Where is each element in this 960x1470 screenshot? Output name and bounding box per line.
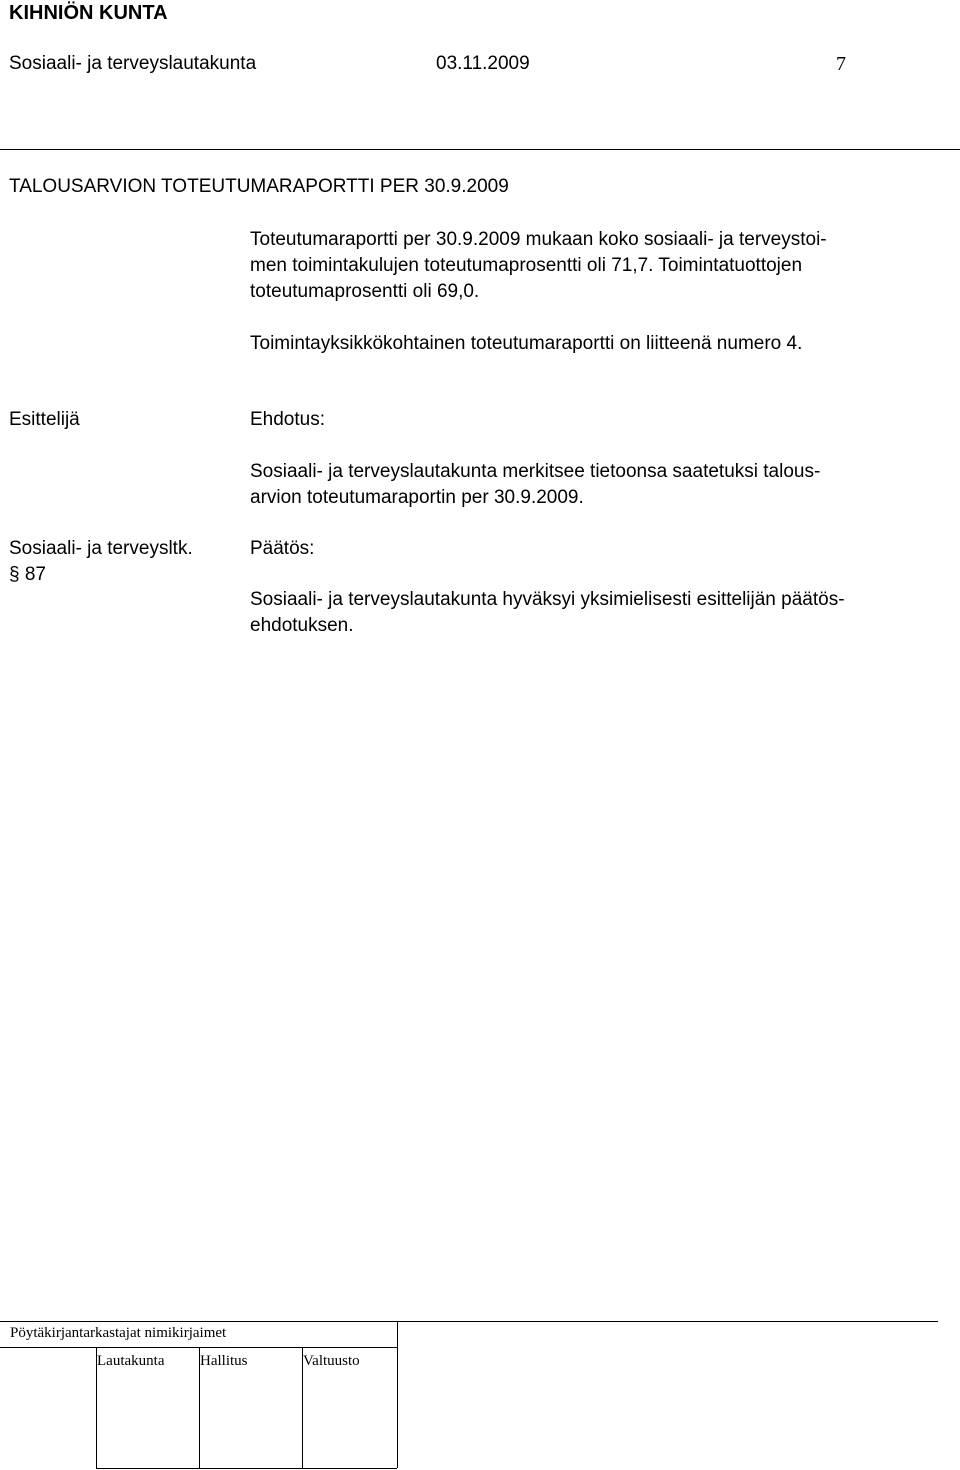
- footer-col-divider-3: [302, 1347, 303, 1468]
- footer-col-divider-1: [96, 1347, 97, 1468]
- section-title: TALOUSARVION TOTEUTUMARAPORTTI PER 30.9.2009: [9, 176, 509, 197]
- paragraph-line: toteutumaprosentti oli 69,0.: [250, 281, 480, 302]
- page-number: 7: [836, 53, 846, 75]
- header-divider: [0, 149, 960, 150]
- meeting-date: 03.11.2009: [436, 53, 530, 74]
- footer-top-line: [0, 1321, 938, 1322]
- paragraph-attachment-note: Toimintayksikkökohtainen toteutumaraportti on liitteenä numero 4.: [250, 333, 803, 354]
- paragraph-line: Toteutumaraportti per 30.9.2009 mukaan koko sosiaali- ja terveystoi-: [250, 229, 827, 250]
- footer-column-lautakunta: Lautakunta: [97, 1353, 165, 1369]
- decision-heading: Päätös:: [250, 538, 315, 559]
- board-name: Sosiaali- ja terveyslautakunta: [9, 53, 257, 74]
- decision-line: Sosiaali- ja terveyslautakunta hyväksyi yksimielisesti esittelijän päätös-: [250, 589, 845, 610]
- footer-col-divider-2: [199, 1347, 200, 1468]
- footer-column-hallitus: Hallitus: [200, 1353, 248, 1369]
- footer-column-valtuusto: Valtuusto: [303, 1353, 360, 1369]
- municipality-name: KIHNIÖN KUNTA: [9, 2, 168, 24]
- proposal-line: Sosiaali- ja terveyslautakunta merkitsee tietoonsa saatetuksi talous-: [250, 461, 821, 482]
- paragraph-line: men toimintakulujen toteutumaprosentti oli 71,7. Toimintatuottojen: [250, 255, 803, 276]
- decision-section-number: § 87: [9, 564, 46, 585]
- footer-bottom-line: [96, 1468, 397, 1469]
- presenter-label: Esittelijä: [9, 409, 80, 430]
- decision-board-label: Sosiaali- ja terveysltk.: [9, 538, 193, 559]
- inspectors-label: Pöytäkirjantarkastajat nimikirjaimet: [10, 1325, 227, 1341]
- proposal-heading: Ehdotus:: [250, 409, 325, 430]
- footer-inner-right-edge: [397, 1321, 398, 1468]
- decision-line: ehdotuksen.: [250, 615, 354, 636]
- proposal-line: arvion toteutumaraportin per 30.9.2009.: [250, 487, 584, 508]
